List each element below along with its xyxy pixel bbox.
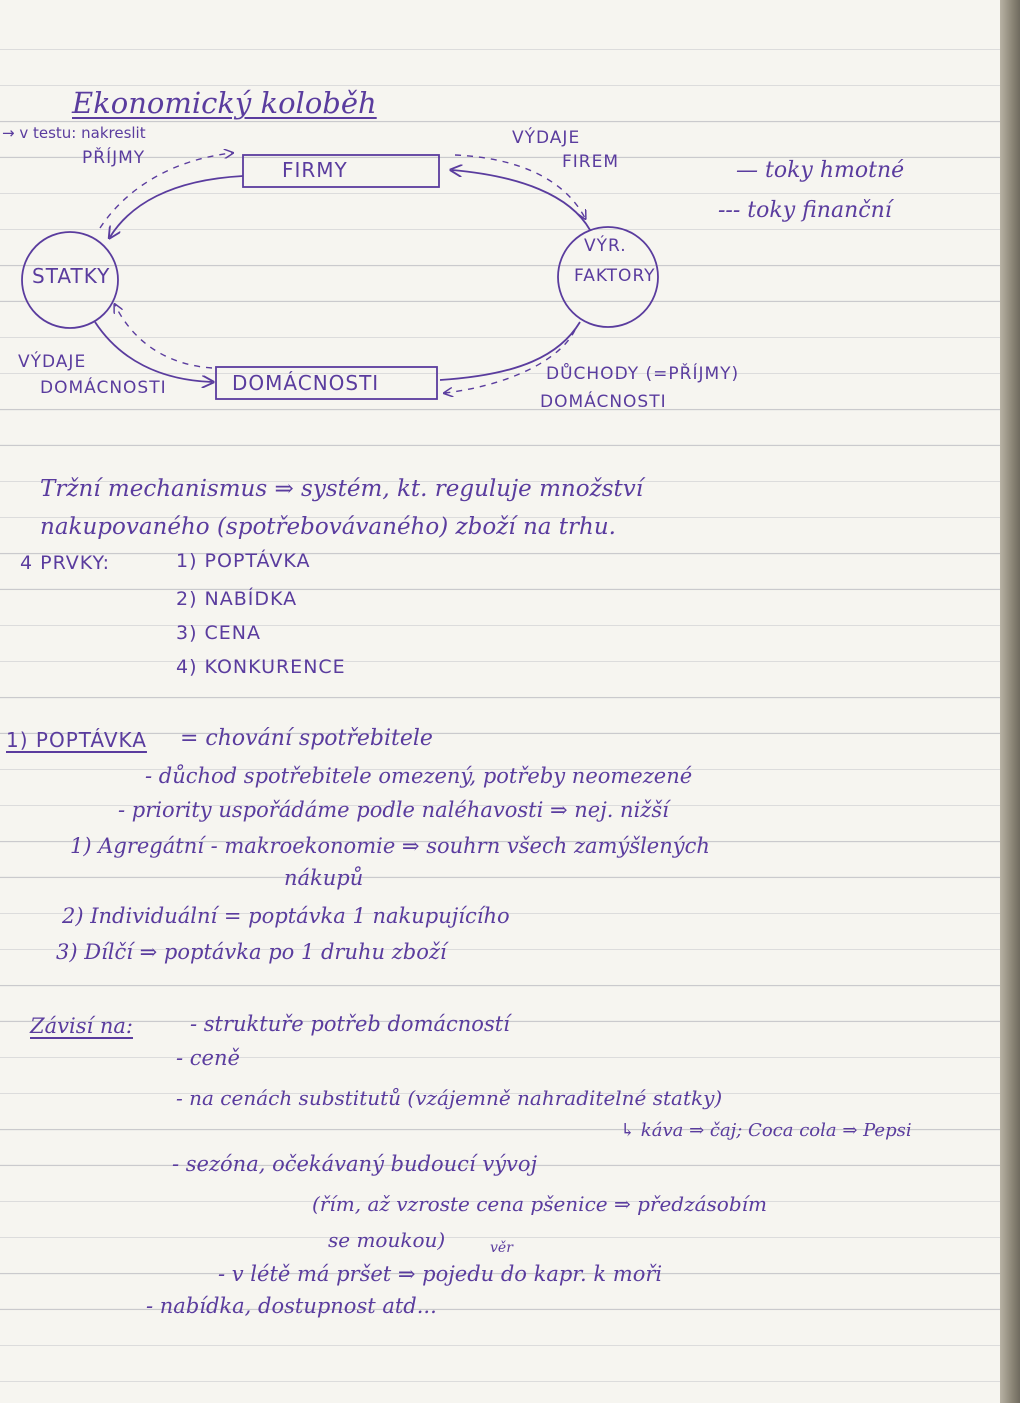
demand-line: - priority uspořádáme podle naléhavosti ⇒ nej. nižší: [118, 798, 669, 822]
depends-line: - nabídka, dostupnost atd...: [146, 1294, 437, 1318]
test-note: → v testu: nakreslit: [2, 124, 146, 142]
legend-solid: — toky hmotné: [736, 158, 905, 183]
depends-line: se moukou): [328, 1228, 446, 1252]
demand-line: 3) Dílčí ⇒ poptávka po 1 druhu zboží: [56, 940, 447, 964]
market-item: 2) NABÍDKA: [176, 588, 298, 610]
depends-note: věr: [490, 1240, 513, 1256]
households-label: DOMÁCNOSTI: [232, 371, 380, 395]
market-line-2: nakupovaného (spotřebovávaného) zboží na trhu.: [40, 514, 616, 540]
demand-heading: 1) POPTÁVKA: [6, 728, 147, 752]
arrow-factors-firms: [452, 170, 590, 230]
demand-line: 2) Individuální = poptávka 1 nakupujícího: [62, 904, 510, 928]
demand-line: - důchod spotřebitele omezený, potřeby neomezené: [145, 764, 693, 788]
firms-label: FIRMY: [282, 158, 348, 182]
market-item: 1) POPTÁVKA: [176, 550, 311, 572]
market-item: 3) CENA: [176, 622, 262, 644]
household-expense-label-1: VÝDAJE: [18, 352, 87, 372]
diagram-title: Ekonomický koloběh: [72, 86, 377, 120]
depends-line: ↳ káva ⇒ čaj; Coca cola ⇒ Pepsi: [620, 1120, 912, 1141]
notebook-spine: [1000, 0, 1020, 1403]
market-item: 4) KONKURENCE: [176, 656, 346, 678]
household-income-label-2: DOMÁCNOSTI: [540, 392, 667, 412]
market-elements-label: 4 PRVKY:: [20, 552, 111, 574]
depends-line: - sezóna, očekávaný budoucí vývoj: [172, 1152, 538, 1176]
arrow-firms-goods: [110, 176, 243, 237]
goods-label: STATKY: [32, 264, 111, 288]
legend-dashed: --- toky finanční: [718, 198, 892, 223]
depends-line: - v létě má pršet ⇒ pojedu do kapr. k moři: [218, 1262, 663, 1286]
firms-expense-label-1: VÝDAJE: [512, 128, 581, 148]
demand-line: 1) Agregátní - makroekonomie ⇒ souhrn všech zamýšlených: [70, 834, 710, 858]
household-income-label-1: DŮCHODY (=PŘÍJMY): [546, 364, 740, 384]
firms-expense-label-2: FIREM: [562, 152, 620, 172]
factors-label-2: FAKTORY: [574, 266, 656, 286]
firms-income-label: PŘÍJMY: [82, 148, 146, 168]
depends-line: - ceně: [176, 1046, 240, 1070]
factors-label-1: VÝR.: [584, 236, 627, 256]
market-line-1: Tržní mechanismus ⇒ systém, kt. reguluje množství: [40, 476, 644, 502]
household-expense-label-2: DOMÁCNOSTI: [40, 378, 167, 398]
depends-line: - na cenách substitutů (vzájemně nahraditelné statky): [176, 1086, 723, 1110]
depends-line: (řím, až vzroste cena pšenice ⇒ předzásobím: [312, 1192, 768, 1216]
demand-definition: = chování spotřebitele: [180, 726, 433, 751]
arrow-goods-households: [95, 322, 212, 382]
demand-line: nákupů: [284, 866, 364, 890]
depends-line: - struktuře potřeb domácností: [190, 1012, 510, 1036]
depends-label: Závisí na:: [30, 1014, 133, 1038]
